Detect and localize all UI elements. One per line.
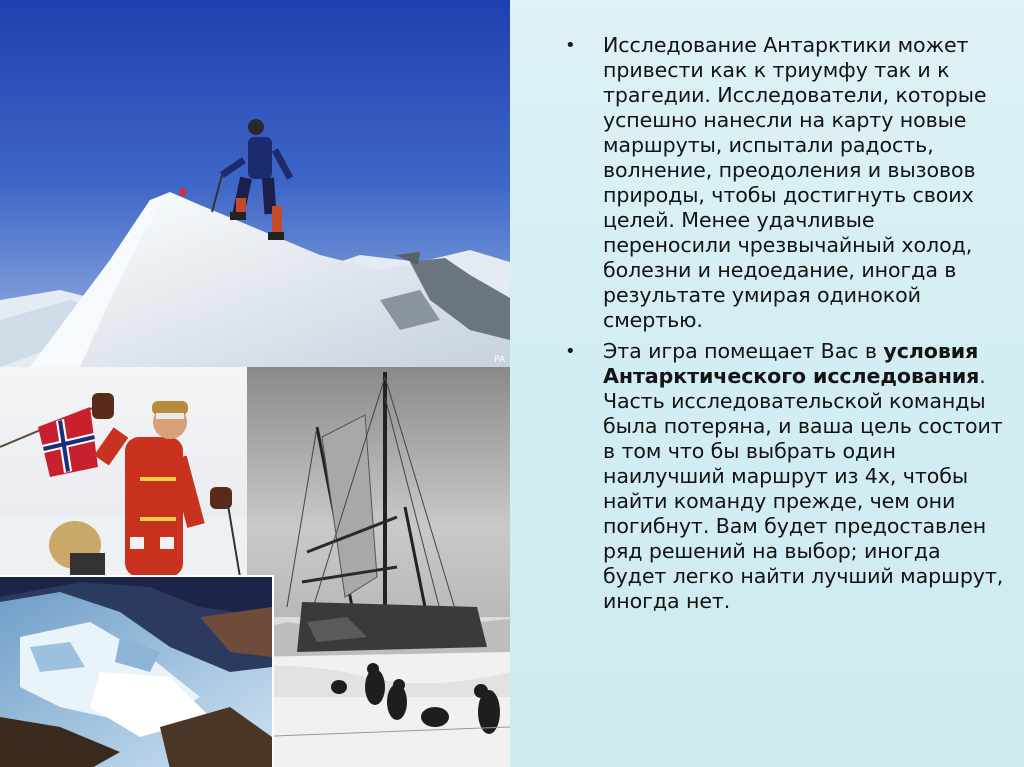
ship-in-ice-photo	[247, 367, 510, 767]
bullet-icon: •	[565, 35, 576, 56]
text-content	[565, 33, 1005, 620]
glacier-photo	[0, 575, 274, 767]
photo-watermark: PA	[494, 355, 506, 365]
bullet-2-rest: . Часть исследовательской команды была потеряна, и ваша цель состоит в том что бы выбрать один наилучший маршрут из 4х, чтобы найти команду прежде, чем они погибнут. Вам будет предоставлен ряд решений на выбор; иногда будет легко найти лучший маршрут, иногда нет.	[603, 364, 1004, 613]
bullet-text-2	[603, 339, 1005, 614]
flag-explorer-photo	[0, 367, 247, 577]
summit-climber-photo	[0, 0, 510, 367]
bullet-item-1	[565, 33, 1005, 333]
bullet-item-2	[565, 339, 1005, 614]
bullet-2-bold: условия Антарктического исследования	[603, 339, 980, 388]
bullet-2-lead: Эта игра помещает Вас в	[603, 339, 884, 363]
bullet-icon: •	[565, 341, 576, 362]
bullet-text-1: Исследование Антарктики может привести как к триумфу так и к трагедии. Исследователи, которые успешно нанесли на карту новые маршруты, испытали радость, волнение, преодоления и вызовов природы, чтобы достигнуть своих целей. Менее удачливые переносили чрезвычайный холод, болезни и недоедание, иногда в результате умирая одинокой смертью.	[603, 33, 987, 332]
